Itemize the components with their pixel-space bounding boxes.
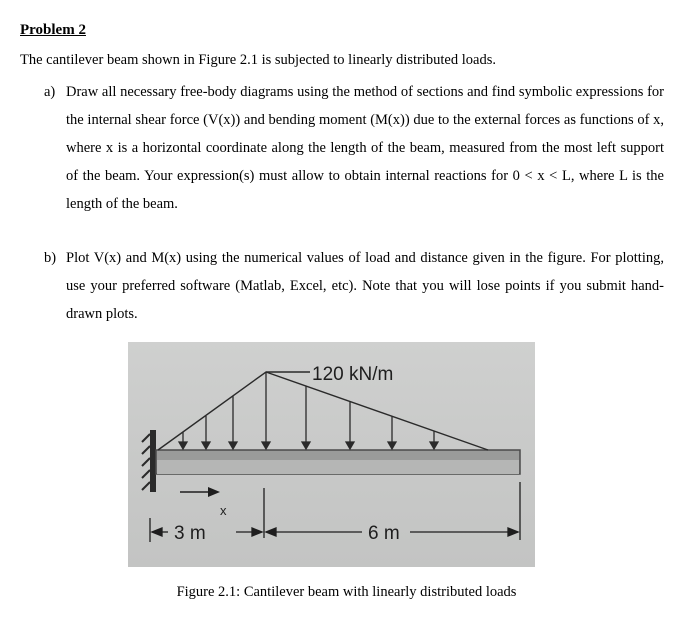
problem-intro: The cantilever beam shown in Figure 2.1 is subjected to linearly distributed loads. — [20, 52, 496, 68]
fixed-support-wall — [142, 430, 156, 492]
dimension-6m-label: 6 m — [368, 523, 400, 544]
beam — [156, 450, 520, 474]
problem-title: Problem 2 — [20, 22, 86, 38]
part-b-text: Plot V(x) and M(x) using the numerical values of load and distance given in the figure. For plotting, use your preferred software (Matlab, Excel, etc). Note that you will lose points if you submit hand-drawn plots. — [66, 250, 664, 322]
part-a-text: Draw all necessary free-body diagrams using the method of sections and find symbolic expressions for the internal shear force (V(x)) and bending moment (M(x)) due to the external forces as functions of x, where x is a horizontal coordinate along the length of the beam, measured from the most left support of the beam. Your expression(s) must allow to obtain internal reactions for 0 < x < L, where L is the length of the beam. — [66, 84, 664, 212]
part-a-label: a) — [44, 84, 56, 100]
load-arrows — [179, 372, 438, 449]
beam-diagram — [128, 342, 535, 567]
part-b-label: b) — [44, 250, 57, 266]
x-axis-arrow — [180, 487, 220, 497]
x-coordinate-label: x — [220, 503, 227, 518]
load-magnitude-label: 120 kN/m — [312, 364, 394, 385]
part-b — [44, 244, 664, 328]
figure-caption: Figure 2.1: Cantilever beam with linearly distributed loads — [176, 584, 517, 600]
part-a — [44, 78, 664, 218]
figure-photo — [128, 342, 535, 567]
dimension-3m-label: 3 m — [174, 523, 206, 544]
